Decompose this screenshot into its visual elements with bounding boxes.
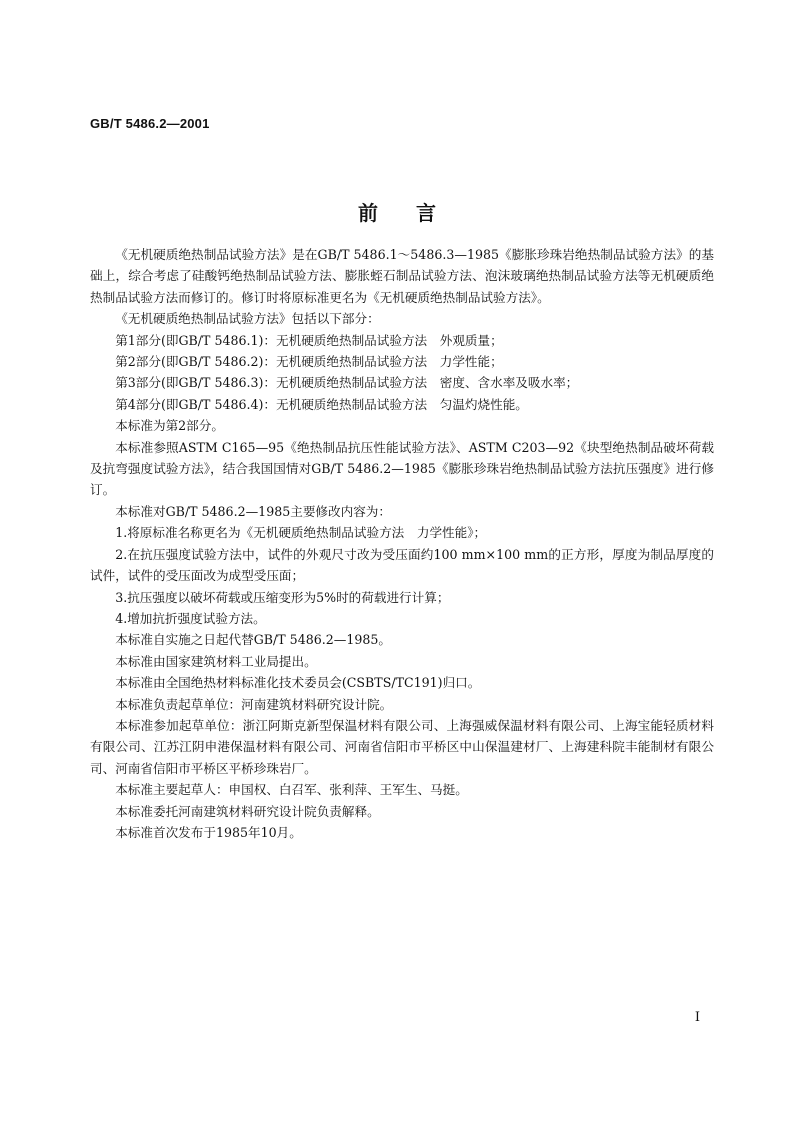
paragraph: 1.将原标准名称更名为《无机硬质绝热制品试验方法 力学性能》； bbox=[115, 525, 487, 541]
paragraph: 本标准参加起草单位：浙江阿斯克新型保温材料有限公司、上海强威保温材料有限公司、上海宝能轻质材料有限公司、江苏江阴申港保温材料有限公司、河南省信阳市平桥区中山保温建材厂、上海建科院丰能制材有限公司、河南省信阳市平桥区平桥珍珠岩厂。 bbox=[90, 717, 714, 776]
page-title: 前言 bbox=[358, 201, 474, 225]
paragraph: 3.抗压强度以破坏荷载或压缩变形为5%时的荷载进行计算； bbox=[115, 589, 450, 605]
paragraph: 本标准对GB/T 5486.2—1985主要修改内容为： bbox=[115, 503, 391, 519]
paragraph: 《无机硬质绝热制品试验方法》包括以下部分： bbox=[115, 311, 380, 327]
paragraph: 本标准委托河南建筑材料研究设计院负责解释。 bbox=[115, 803, 380, 819]
paragraph: 本标准由国家建筑材料工业局提出。 bbox=[115, 653, 317, 669]
paragraph: 2.在抗压强度试验方法中，试件的外观尺寸改为受压面约100 mm×100 mm的正方形，厚度为制品厚度的试件，试件的受压面改为成型受压面； bbox=[90, 546, 714, 584]
paragraph: 本标准参照ASTM C165—95《绝热制品抗压性能试验方法》、ASTM C203—92《块型绝热制品破坏荷载及抗弯强度试验方法》，结合我国国情对GB/T 5486.2—1985《膨胀珍珠岩绝热制品试验方法抗压强度》进行修订。 bbox=[90, 439, 714, 498]
paragraph: 第1部分(即GB/T 5486.1)：无机硬质绝热制品试验方法 外观质量； bbox=[115, 332, 503, 348]
page-number: I bbox=[694, 1010, 700, 1025]
foreword-body bbox=[90, 244, 714, 843]
paragraph: 本标准首次发布于1985年10月。 bbox=[115, 824, 302, 840]
paragraph: 第2部分(即GB/T 5486.2)：无机硬质绝热制品试验方法 力学性能； bbox=[115, 354, 503, 370]
standard-code: GB/T 5486.2—2001 bbox=[90, 116, 210, 131]
paragraph: 本标准自实施之日起代替GB/T 5486.2—1985。 bbox=[115, 632, 391, 648]
paragraph: 本标准负责起草单位：河南建筑材料研究设计院。 bbox=[115, 696, 393, 712]
paragraph: 第4部分(即GB/T 5486.4)：无机硬质绝热制品试验方法 匀温灼烧性能。 bbox=[115, 396, 528, 412]
paragraph: 第3部分(即GB/T 5486.3)：无机硬质绝热制品试验方法 密度、含水率及吸水率； bbox=[115, 375, 579, 391]
paragraph: 4.增加抗折强度试验方法。 bbox=[115, 610, 266, 626]
paragraph: 本标准由全国绝热材料标准化技术委员会(CSBTS/TC191)归口。 bbox=[115, 675, 481, 691]
paragraph: 《无机硬质绝热制品试验方法》是在GB/T 5486.1～5486.3—1985《膨胀珍珠岩绝热制品试验方法》的基础上，综合考虑了硅酸钙绝热制品试验方法、膨胀蛭石制品试验方法、泡沫玻璃绝热制品试验方法等无机硬质绝热制品试验方法而修订的。修订时将原标准更名为《无机硬质绝热制品试验方法》。 bbox=[90, 247, 714, 305]
paragraph: 本标准为第2部分。 bbox=[115, 418, 224, 434]
paragraph: 本标准主要起草人：申国权、白召军、张利萍、王军生、马挺。 bbox=[115, 782, 468, 798]
